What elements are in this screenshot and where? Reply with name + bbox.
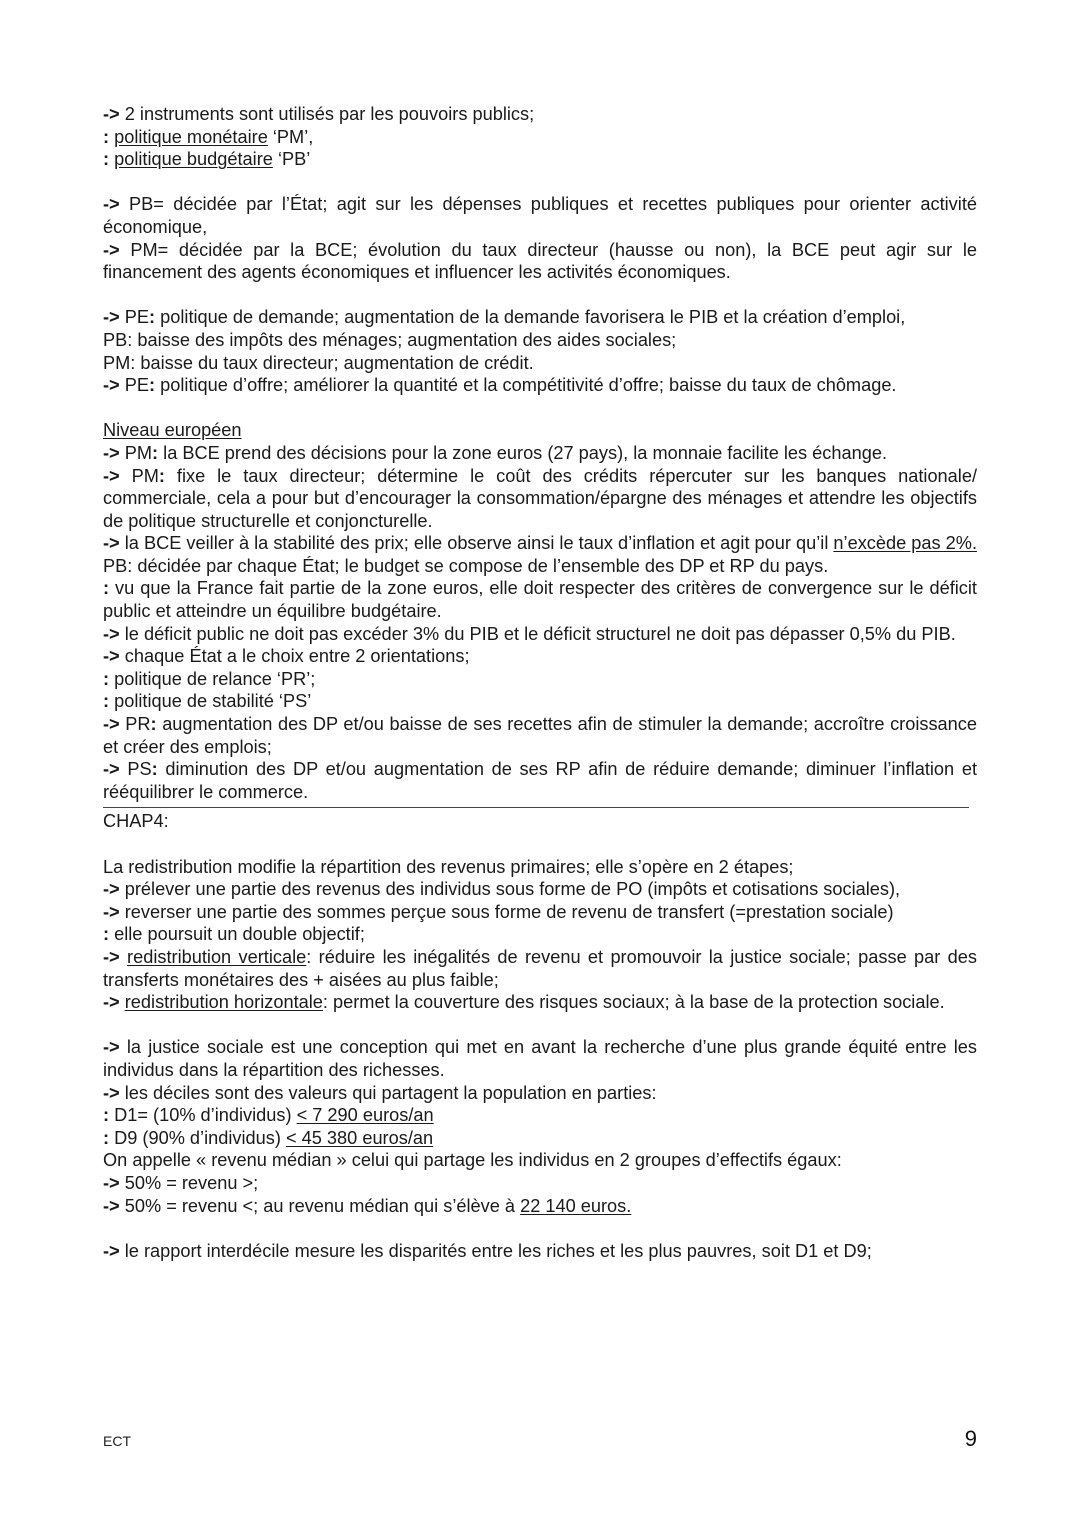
section-divider	[103, 807, 969, 808]
europe-line-4: PB: décidée par chaque État; le budget se compose de l’ensemble des DP et RP du pays.	[103, 555, 829, 576]
europe-line-7: -> chaque État a le choix entre 2 orientations;	[103, 646, 470, 667]
europe-heading: Niveau européen	[103, 420, 242, 441]
pe-demande: -> PE: politique de demande; augmentation de la demande favorisera le PIB et la création d’emploi,	[103, 307, 906, 328]
pe-offre: -> PE: politique d’offre; améliorer la quantité et la compétitivité d’offre; baisse du taux de chômage.	[103, 375, 897, 396]
chap4-line-2: -> prélever une partie des revenus des individus sous forme de PO (impôts et cotisations sociales),	[103, 879, 901, 900]
europe-line-5: : vu que la France fait partie de la zone euros, elle doit respecter des critères de convergence sur le déficit public et atteindre un équilibre budgétaire.	[103, 578, 977, 622]
pe-pb: PB: baisse des impôts des ménages; augmentation des aides sociales;	[103, 329, 677, 350]
chap4-line-8: -> les déciles sont des valeurs qui partagent la population en parties:	[103, 1082, 657, 1103]
page-content	[103, 103, 977, 1262]
chap4-line-12: -> 50% = revenu >;	[103, 1172, 259, 1193]
europe-line-10: -> PR: augmentation des DP et/ou baisse de ses recettes afin de stimuler la demande; accroître croissance et créer des emplois;	[103, 714, 977, 757]
chap4-line-3: -> reverser une partie des sommes perçue sous forme de revenu de transfert (=prestation sociale)	[103, 901, 894, 922]
chap4-line-1: La redistribution modifie la répartition des revenus primaires; elle s’opère en 2 étapes;	[103, 856, 794, 877]
def-pb: -> PB= décidée par l’État; agit sur les dépenses publiques et recettes publiques pour orienter activité économique,	[103, 194, 977, 237]
chap4-line-4: : elle poursuit un double objectif;	[103, 924, 365, 945]
europe-line-8: : politique de relance ‘PR’;	[103, 668, 316, 689]
chap4-line-7: -> la justice sociale est une conception qui met en avant la recherche d’une plus grande équité entre les individus dans la répartition des richesses.	[103, 1037, 977, 1080]
pe-pm: PM: baisse du taux directeur; augmentation de crédit.	[103, 352, 534, 373]
chap4-line-14: -> le rapport interdécile mesure les disparités entre les riches et les plus pauvres, soit D1 et D9;	[103, 1240, 872, 1261]
footer-label: ECT	[103, 1433, 131, 1449]
intro-line-2: : politique monétaire ‘PM’,	[103, 126, 314, 147]
def-pm: -> PM= décidée par la BCE; évolution du taux directeur (hausse ou non), la BCE peut agir sur le financement des agents économiques et influencer les activités économiques.	[103, 239, 977, 283]
europe-line-2: -> PM: fixe le taux directeur; détermine le coût des crédits répercuter sur les banques nationale/ commerciale, cela a pour but d’encourager la consommation/épargne des ménages et attendre les objectifs de politique structurelle et conjoncturelle.	[103, 465, 977, 531]
chap4-title: CHAP4:	[103, 811, 169, 832]
chap4-line-9: : D1= (10% d’individus) < 7 290 euros/an	[103, 1105, 434, 1126]
chap4-line-13: -> 50% = revenu <; au revenu médian qui s’élève à 22 140 euros.	[103, 1195, 632, 1216]
europe-line-3: -> la BCE veiller à la stabilité des prix; elle observe ainsi le taux d’inflation et agit pour qu’il n’excède pas 2%.	[103, 533, 977, 554]
intro-line-1: -> 2 instruments sont utilisés par les pouvoirs publics;	[103, 104, 535, 124]
europe-line-11: -> PS: diminution des DP et/ou augmentation de ses RP afin de réduire demande; diminuer l’inflation et rééquilibrer le commerce.	[103, 759, 977, 802]
chap4-line-6: -> redistribution horizontale: permet la couverture des risques sociaux; à la base de la protection sociale.	[103, 992, 945, 1013]
europe-line-6: -> le déficit public ne doit pas excéder 3% du PIB et le déficit structurel ne doit pas dépasser 0,5% du PIB.	[103, 623, 956, 644]
chap4-line-5: -> redistribution verticale: réduire les inégalités de revenu et promouvoir la justice sociale; passe par des transferts monétaires des + aisées au plus faible;	[103, 946, 978, 990]
europe-line-9: : politique de stabilité ‘PS’	[103, 691, 312, 712]
chap4-line-11: On appelle « revenu médian » celui qui partage les individus en 2 groupes d’effectifs égaux:	[103, 1150, 842, 1171]
intro-line-3: : politique budgétaire ‘PB’	[103, 149, 311, 170]
europe-line-1: -> PM: la BCE prend des décisions pour la zone euros (27 pays), la monnaie facilite les échange.	[103, 442, 888, 463]
chap4-line-10: : D9 (90% d’individus) < 45 380 euros/an	[103, 1127, 434, 1148]
page-number: 9	[964, 1426, 977, 1451]
